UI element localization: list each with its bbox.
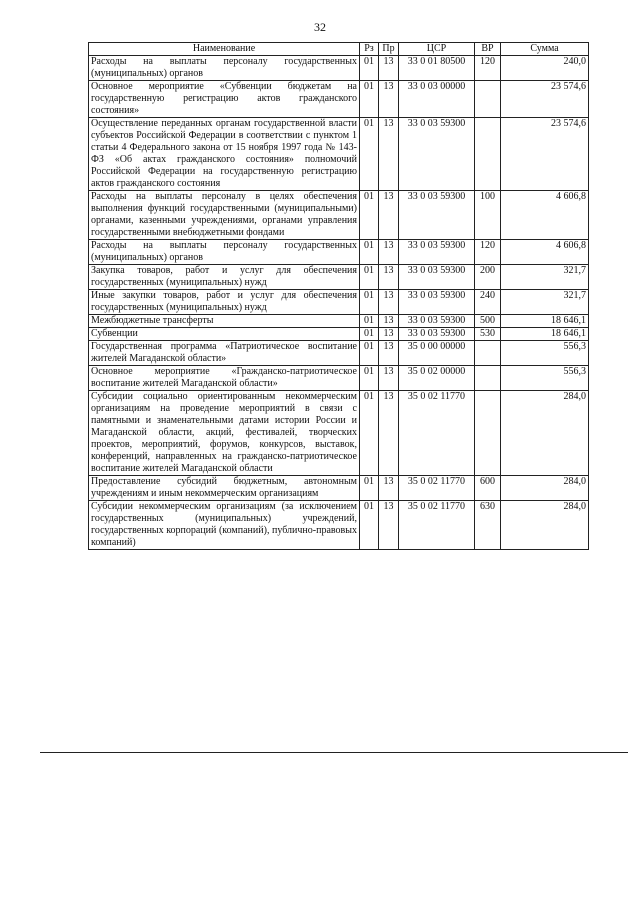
cell-pr: 13 [379,391,399,476]
cell-rz: 01 [360,328,379,341]
cell-pr: 13 [379,328,399,341]
cell-name: Закупка товаров, работ и услуг для обеспечения государственных (муниципальных) нужд [89,265,360,290]
cell-csr: 33 0 03 59300 [399,265,475,290]
header-sum: Сумма [501,43,589,56]
cell-pr: 13 [379,191,399,240]
cell-vr [475,341,501,366]
table-row [89,501,589,550]
cell-sum: 284,0 [501,476,589,501]
cell-sum: 284,0 [501,391,589,476]
table-row [89,191,589,240]
cell-rz: 01 [360,315,379,328]
cell-sum: 18 646,1 [501,328,589,341]
cell-csr: 33 0 03 59300 [399,118,475,191]
cell-csr: 35 0 02 11770 [399,476,475,501]
cell-name: Основное мероприятие «Субвенции бюджетам на государственную регистрацию актов гражданского состояния» [89,81,360,118]
cell-name: Расходы на выплаты персоналу государственных (муниципальных) органов [89,56,360,81]
cell-csr: 33 0 03 59300 [399,315,475,328]
cell-vr: 500 [475,315,501,328]
cell-vr: 600 [475,476,501,501]
cell-sum: 23 574,6 [501,118,589,191]
cell-vr: 240 [475,290,501,315]
cell-rz: 01 [360,240,379,265]
cell-pr: 13 [379,265,399,290]
cell-name: Расходы на выплаты персоналу в целях обеспечения выполнения функций государственными (муниципальными) органами, казенными учреждениями, органами управления государственными внебюджетными фондами [89,191,360,240]
cell-pr: 13 [379,240,399,265]
cell-csr: 35 0 02 11770 [399,501,475,550]
cell-csr: 33 0 03 59300 [399,328,475,341]
cell-name: Межбюджетные трансферты [89,315,360,328]
cell-rz: 01 [360,191,379,240]
table-row [89,118,589,191]
cell-rz: 01 [360,265,379,290]
header-vr: ВР [475,43,501,56]
page-number: 32 [314,20,326,34]
cell-rz: 01 [360,56,379,81]
cell-rz: 01 [360,118,379,191]
table-row [89,265,589,290]
cell-sum: 556,3 [501,366,589,391]
cell-rz: 01 [360,366,379,391]
cell-name: Расходы на выплаты персоналу государственных (муниципальных) органов [89,240,360,265]
table-row [89,81,589,118]
cell-pr: 13 [379,81,399,118]
header-rz: Рз [360,43,379,56]
cell-csr: 35 0 02 11770 [399,391,475,476]
cell-name: Субсидии некоммерческим организациям (за исключением государственных (муниципальных) учреждений, государственных корпораций (компаний), публично-правовых компаний) [89,501,360,550]
cell-name: Предоставление субсидий бюджетным, автономным учреждениям и иным некоммерческим организациям [89,476,360,501]
header-csr: ЦСР [399,43,475,56]
table-row [89,476,589,501]
cell-pr: 13 [379,366,399,391]
cell-vr: 120 [475,240,501,265]
table-body [89,56,589,550]
cell-vr: 100 [475,191,501,240]
cell-pr: 13 [379,290,399,315]
cell-sum: 321,7 [501,265,589,290]
cell-csr: 33 0 03 59300 [399,191,475,240]
cell-rz: 01 [360,501,379,550]
cell-vr [475,391,501,476]
table-row [89,56,589,81]
table-row [89,328,589,341]
cell-vr: 630 [475,501,501,550]
cell-name: Иные закупки товаров, работ и услуг для обеспечения государственных (муниципальных) нужд [89,290,360,315]
cell-sum: 556,3 [501,341,589,366]
cell-rz: 01 [360,391,379,476]
cell-pr: 13 [379,56,399,81]
cell-sum: 4 606,8 [501,240,589,265]
cell-vr: 530 [475,328,501,341]
header-pr: Пр [379,43,399,56]
cell-pr: 13 [379,315,399,328]
cell-rz: 01 [360,81,379,118]
cell-pr: 13 [379,501,399,550]
cell-vr: 120 [475,56,501,81]
cell-pr: 13 [379,118,399,191]
cell-csr: 33 0 03 59300 [399,240,475,265]
cell-csr: 35 0 02 00000 [399,366,475,391]
cell-pr: 13 [379,476,399,501]
cell-name: Субсидии социально ориентированным некоммерческим организациям на проведение мероприятий в связи с памятными и знаменательными датами истории России и Магаданской области, акций, фестивалей, творческих проектов, мероприятий, форумов, конкурсов, выставок, конференций, направленных на гражданско-патриотическое воспитание жителей Магаданской области [89,391,360,476]
cell-name: Субвенции [89,328,360,341]
cell-csr: 35 0 00 00000 [399,341,475,366]
table-header-row [89,43,589,56]
table-row [89,341,589,366]
header-name: Наименование [89,43,360,56]
cell-rz: 01 [360,290,379,315]
cell-rz: 01 [360,476,379,501]
cell-sum: 240,0 [501,56,589,81]
table-row [89,366,589,391]
cell-csr: 33 0 01 80500 [399,56,475,81]
cell-name: Осуществление переданных органам государственной власти субъектов Российской Федерации в соответствии с пунктом 1 статьи 4 Федерального закона от 15 ноября 1997 года № 143-ФЗ «Об актах гражданского состояния» полномочий Российской Федерации на государственную регистрацию актов гражданского состояния [89,118,360,191]
cell-csr: 33 0 03 00000 [399,81,475,118]
cell-name: Основное мероприятие «Гражданско-патриотическое воспитание жителей Магаданской области» [89,366,360,391]
table-row [89,391,589,476]
cell-sum: 4 606,8 [501,191,589,240]
cell-csr: 33 0 03 59300 [399,290,475,315]
cell-vr: 200 [475,265,501,290]
table-row [89,240,589,265]
cell-sum: 284,0 [501,501,589,550]
cell-sum: 23 574,6 [501,81,589,118]
table-row [89,315,589,328]
cell-name: Государственная программа «Патриотическое воспитание жителей Магаданской области» [89,341,360,366]
cell-rz: 01 [360,341,379,366]
cell-vr [475,118,501,191]
cell-sum: 18 646,1 [501,315,589,328]
cell-pr: 13 [379,341,399,366]
table-row [89,290,589,315]
cell-sum: 321,7 [501,290,589,315]
budget-table [88,42,589,550]
cell-vr [475,81,501,118]
footer-divider [40,752,628,753]
cell-vr [475,366,501,391]
